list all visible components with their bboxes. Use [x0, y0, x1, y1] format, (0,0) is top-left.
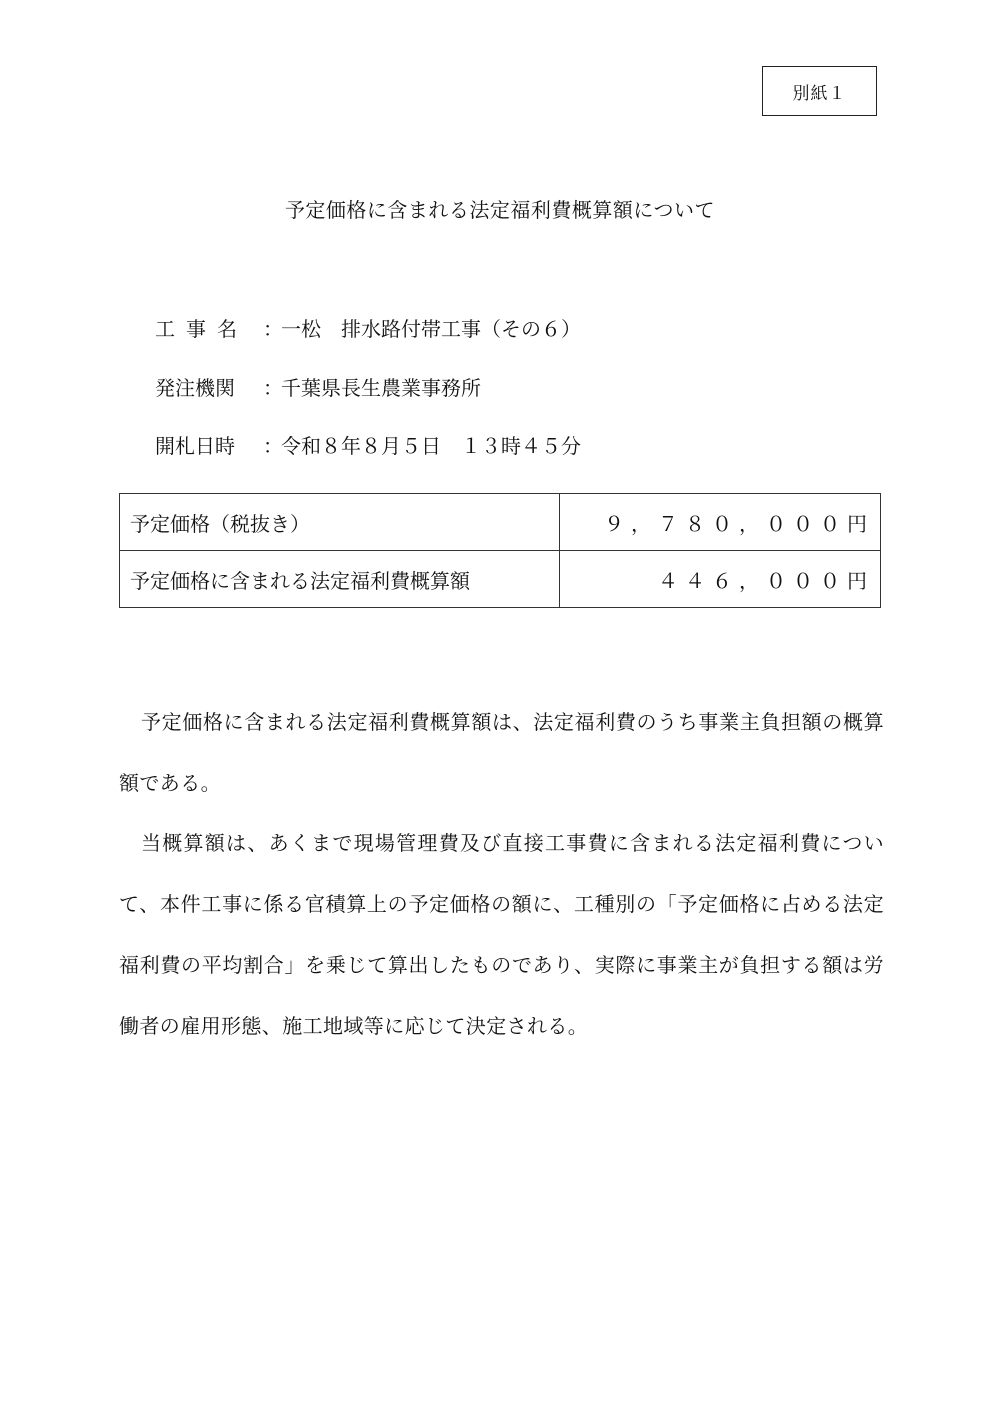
explanation-paragraph: 予定価格に含まれる法定福利費概算額は、法定福利費のうち事業主負担額の概算額である。: [119, 710, 884, 795]
bid-datetime-row: [155, 430, 581, 459]
welfare-cost-label: 予定価格に含まれる法定福利費概算額: [120, 551, 560, 608]
separator: ：: [263, 434, 283, 458]
ordering-agency-label: 発注機関: [155, 376, 235, 400]
price-table: [119, 493, 881, 608]
bid-datetime-value: 令和８年８月５日 １３時４５分: [281, 434, 581, 458]
document-title: 予定価格に含まれる法定福利費概算額について: [284, 198, 716, 222]
project-name-row: [155, 313, 581, 342]
project-name-value: 一松 排水路付帯工事（その６）: [281, 317, 581, 341]
bid-datetime-label: 開札日時: [155, 434, 235, 458]
separator: ：: [263, 376, 283, 400]
ordering-agency-value: 千葉県長生農業事務所: [281, 376, 481, 400]
separator: ：: [263, 317, 283, 341]
project-name-label: 工事名: [155, 317, 248, 341]
ordering-agency-row: [155, 372, 481, 401]
table-row: [120, 494, 881, 551]
attachment-label: 別紙１: [762, 66, 877, 116]
planned-price-value: ９，７８０，０００円: [560, 494, 881, 551]
table-row: [120, 551, 881, 608]
explanation-paragraph: 当概算額は、あくまで現場管理費及び直接工事費に含まれる法定福利費について、本件工事に係る官積算上の予定価格の額に、工種別の「予定価格に占める法定福利費の平均割合」を乗じて算出したものであり、実際に事業主が負担する額は労働者の雇用形態、施工地域等に応じて決定される。: [119, 831, 884, 1038]
welfare-cost-value: ４４６，０００円: [560, 551, 881, 608]
planned-price-label: 予定価格（税抜き）: [120, 494, 560, 551]
